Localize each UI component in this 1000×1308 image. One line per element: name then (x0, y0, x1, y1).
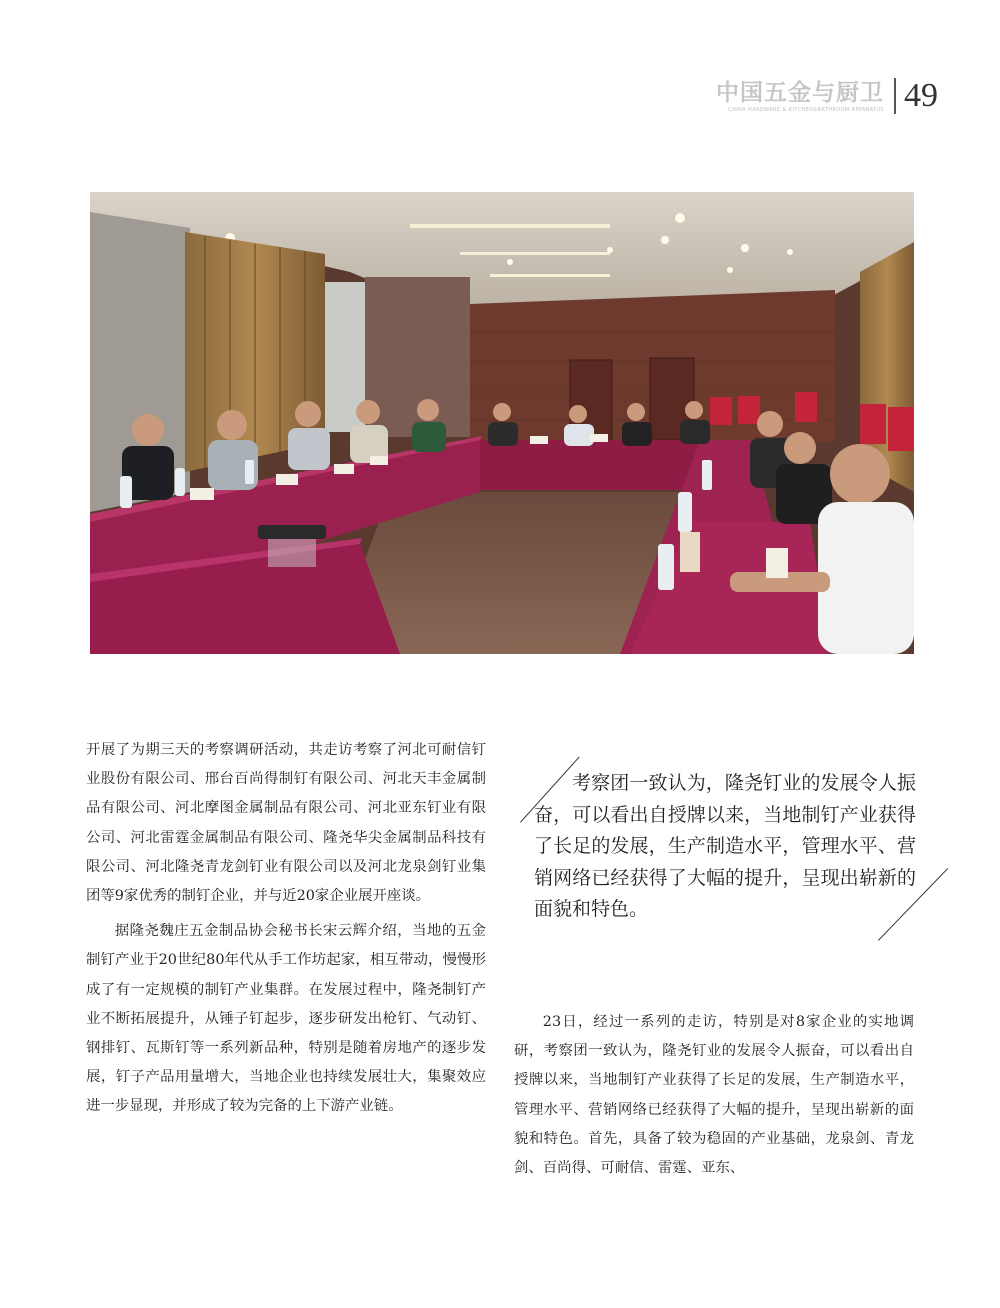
magazine-subtitle: CHINA HARDWARE & KITCHEN&BATHROOM APPARATUS (728, 106, 884, 113)
magazine-logo (716, 80, 884, 113)
article-paragraph: 据隆尧魏庄五金制品协会秘书长宋云辉介绍，当地的五金制钉产业于20世纪80年代从手工作坊起家，相互带动，慢慢形成了有一定规模的制钉产业集群。在发展过程中，隆尧制钉产业不断拓展提升，从锤子钉起步，逐步研发出枪钉、气动钉、钢排钉、瓦斯钉等一系列新品种，特别是随着房地产的逐步发展，钉子产品用量增大，当地企业也持续发展壮大，集聚效应进一步显现，并形成了较为完备的上下游产业链。 (86, 923, 486, 1115)
pull-quote: 考察团一致认为，隆尧钉业的发展令人振奋，可以看出自授牌以来，当地制钉产业获得了长足的发展，生产制造水平，管理水平、营销网络已经获得了大幅的提升，呈现出崭新的面貌和特色。 (534, 772, 916, 920)
header-divider (894, 78, 896, 114)
magazine-title: 中国五金与厨卫 (716, 79, 884, 106)
article-paragraph: 23日，经过一系列的走访，特别是对8家企业的实地调研，考察团一致认为，隆尧钉业的发展令人振奋，可以看出自授牌以来，当地制钉产业获得了长足的发展，生产制造水平，管理水平、营销网络已经获得了大幅的提升，呈现出崭新的面貌和特色。首先，具备了较为稳固的产业基础，龙泉剑、青龙剑、百尚得、可耐信、雷霆、亚东、 (514, 1014, 914, 1177)
page-number: 49 (904, 77, 938, 114)
meeting-photo (90, 192, 914, 654)
page-header (716, 76, 938, 116)
article-paragraph: 开展了为期三天的考察调研活动，共走访考察了河北可耐信钉业股份有限公司、邢台百尚得制钉有限公司、河北天丰金属制品有限公司、河北摩图金属制品有限公司、河北亚东钉业有限公司、河北雷霆金属制品有限公司、隆尧华尖金属制品科技有限公司、河北隆尧青龙剑钉业有限公司以及河北龙泉剑钉业集团等9家优秀的制钉企业，并与近20家企业展开座谈。 (86, 742, 486, 905)
meeting-photo-icon (90, 192, 914, 654)
article-right-column (514, 1008, 914, 1183)
article-left-column (86, 736, 486, 1122)
